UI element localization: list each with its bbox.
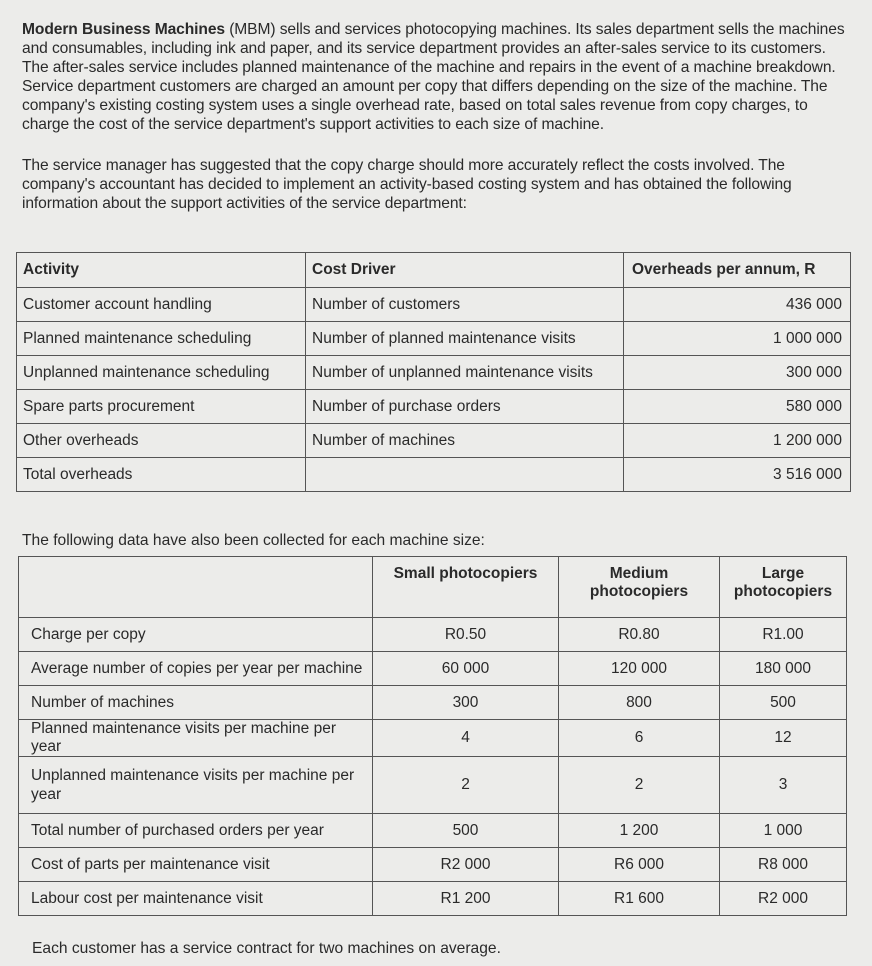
overheads-cell: 300 000 [624,356,851,390]
activity-cell: Total overheads [17,458,306,492]
cost-driver-cell [306,458,624,492]
medium-value: R0.80 [559,618,720,652]
small-value: 2 [373,757,559,814]
intro-paragraph-2: The service manager has suggested that the copy charge should more accurately reflect the costs involved. The company's accountant has decided to implement an activity-based costing system and has obtained the following information about the support activities of the service department: [22,157,792,212]
overheads-cell: 436 000 [624,288,851,322]
table-row [19,652,847,686]
small-value: 300 [373,686,559,720]
intro-paragraph-1 [22,20,852,134]
cost-driver-cell: Number of unplanned maintenance visits [306,356,624,390]
medium-value: R1 600 [559,882,720,916]
row-label: Planned maintenance visits per machine per year [19,720,373,757]
table-row [19,848,847,882]
row-label: Total number of purchased orders per year [19,814,373,848]
large-value: R2 000 [720,882,847,916]
company-name: Modern Business Machines [22,21,225,38]
activities-table [16,252,851,492]
header-large: Large photocopiers [720,557,847,618]
table-row [19,618,847,652]
table-row [17,424,851,458]
intro-paragraph-1-text: (MBM) sells and services photocopying machines. Its sales department sells the machines and consumables, including ink and paper, and its service department provides an after-sales service to its customers. The after-sales service includes planned maintenance of the machine and repairs in the event of a machine breakdown. Service department customers are charged an amount per copy that differs depending on the size of the machine. The company's existing costing system uses a single overhead rate, based on total sales revenue from copy charges, to charge the cost of the service department's support activities to each size of machine. [22,21,845,133]
activity-cell: Customer account handling [17,288,306,322]
row-label: Labour cost per maintenance visit [19,882,373,916]
table-row [19,686,847,720]
medium-value: 800 [559,686,720,720]
table-row [17,356,851,390]
table-row [19,757,847,814]
cost-driver-cell: Number of machines [306,424,624,458]
table-row [19,814,847,848]
row-label: Charge per copy [19,618,373,652]
large-value: 500 [720,686,847,720]
machines-caption: The following data have also been collected for each machine size: [22,532,485,549]
cost-driver-cell: Number of customers [306,288,624,322]
row-label: Average number of copies per year per machine [19,652,373,686]
table-row [17,390,851,424]
small-value: R0.50 [373,618,559,652]
table-row [17,322,851,356]
table-row [19,720,847,757]
small-value: 4 [373,720,559,757]
row-label: Unplanned maintenance visits per machine per year [19,757,373,814]
activity-cell: Spare parts procurement [17,390,306,424]
activity-cell: Other overheads [17,424,306,458]
header-medium: Medium photocopiers [559,557,720,618]
footer-note: Each customer has a service contract for two machines on average. [32,940,501,957]
small-value: R1 200 [373,882,559,916]
activity-cell: Planned maintenance scheduling [17,322,306,356]
large-value: R8 000 [720,848,847,882]
header-small: Small photocopiers [373,557,559,618]
table-row [17,288,851,322]
large-value: R1.00 [720,618,847,652]
small-value: 60 000 [373,652,559,686]
large-value: 3 [720,757,847,814]
row-label: Number of machines [19,686,373,720]
overheads-total-cell: 3 516 000 [624,458,851,492]
header-activity: Activity [17,253,306,288]
large-value: 180 000 [720,652,847,686]
cost-driver-cell: Number of purchase orders [306,390,624,424]
overheads-cell: 1 000 000 [624,322,851,356]
activities-table-header [17,253,851,288]
machines-table-header [19,557,847,618]
activity-cell: Unplanned maintenance scheduling [17,356,306,390]
overheads-cell: 580 000 [624,390,851,424]
medium-value: 1 200 [559,814,720,848]
overheads-cell: 1 200 000 [624,424,851,458]
large-value: 1 000 [720,814,847,848]
header-overheads: Overheads per annum, R [624,253,851,288]
small-value: R2 000 [373,848,559,882]
table-row [19,882,847,916]
medium-value: 2 [559,757,720,814]
header-cost-driver: Cost Driver [306,253,624,288]
cost-driver-cell: Number of planned maintenance visits [306,322,624,356]
medium-value: R6 000 [559,848,720,882]
medium-value: 120 000 [559,652,720,686]
total-row [17,458,851,492]
header-blank [19,557,373,618]
large-value: 12 [720,720,847,757]
row-label: Cost of parts per maintenance visit [19,848,373,882]
machines-table [18,556,847,916]
small-value: 500 [373,814,559,848]
medium-value: 6 [559,720,720,757]
